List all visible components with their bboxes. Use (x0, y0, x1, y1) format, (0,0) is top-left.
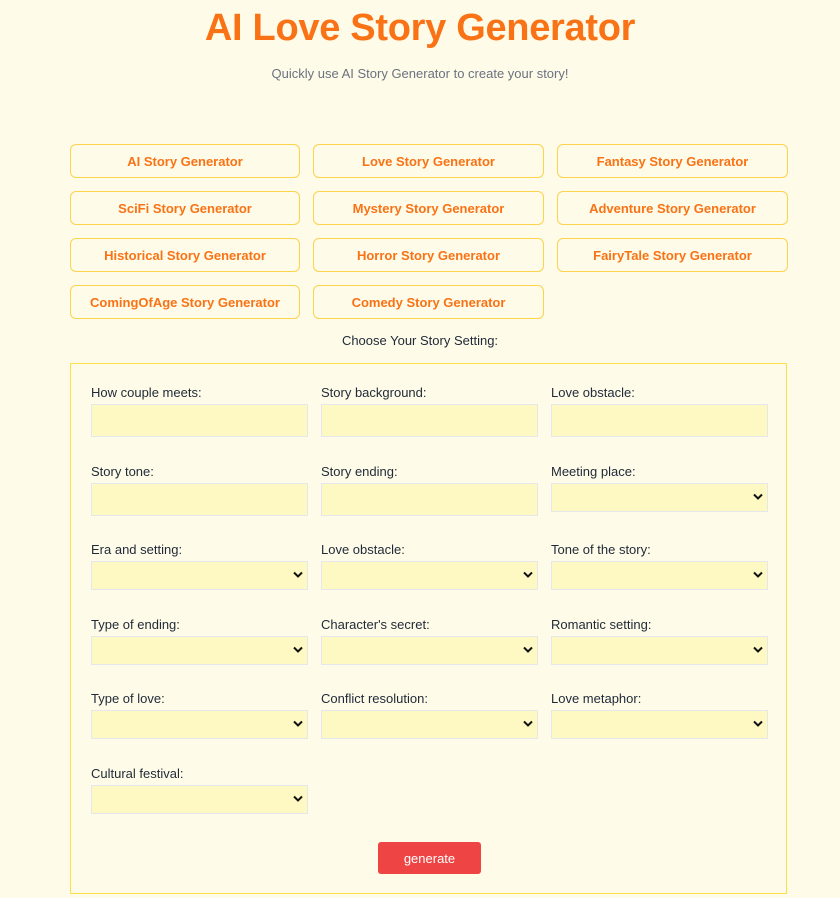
meeting-place-label: Meeting place: (551, 464, 636, 479)
cultural-festival-select[interactable] (91, 785, 308, 814)
story-ending-input[interactable] (321, 483, 538, 516)
chevron-down-icon (523, 646, 533, 654)
love-obstacle-text-label: Love obstacle: (551, 385, 635, 400)
love-metaphor-label: Love metaphor: (551, 691, 642, 706)
story-tone-input[interactable] (91, 483, 308, 516)
page-title: AI Love Story Generator (204, 7, 636, 49)
ai-story-generator-button[interactable]: AI Story Generator (70, 144, 300, 178)
type-of-ending-select[interactable] (91, 636, 308, 665)
mystery-story-generator-button[interactable]: Mystery Story Generator (313, 191, 544, 225)
story-settings-form (70, 363, 787, 894)
meeting-place-select[interactable] (551, 483, 768, 512)
story-tone-label: Story tone: (91, 464, 154, 479)
fantasy-story-generator-button[interactable]: Fantasy Story Generator (557, 144, 788, 178)
chevron-down-icon (753, 646, 763, 654)
how-couple-meets-input[interactable] (91, 404, 308, 437)
scifi-story-generator-button[interactable]: SciFi Story Generator (70, 191, 300, 225)
generate-button[interactable]: generate (378, 842, 481, 874)
love-obstacle-select[interactable] (321, 561, 538, 590)
love-obstacle-text-input[interactable] (551, 404, 768, 437)
comedy-story-generator-button[interactable]: Comedy Story Generator (313, 285, 544, 319)
page-subtitle: Quickly use AI Story Generator to create your story! (271, 66, 569, 81)
how-couple-meets-field (91, 385, 308, 437)
love-metaphor-field (551, 691, 768, 739)
romantic-setting-label: Romantic setting: (551, 617, 652, 632)
love-metaphor-select[interactable] (551, 710, 768, 739)
comingofage-story-generator-button[interactable]: ComingOfAge Story Generator (70, 285, 300, 319)
conflict-resolution-label: Conflict resolution: (321, 691, 428, 706)
conflict-resolution-field (321, 691, 538, 739)
love-obstacle-text-field (551, 385, 768, 437)
story-setting-heading: Choose Your Story Setting: (341, 333, 499, 348)
characters-secret-select[interactable] (321, 636, 538, 665)
meeting-place-field (551, 464, 768, 512)
chevron-down-icon (293, 795, 303, 803)
tone-of-story-label: Tone of the story: (551, 542, 651, 557)
chevron-down-icon (523, 571, 533, 579)
cultural-festival-label: Cultural festival: (91, 766, 184, 781)
story-background-label: Story background: (321, 385, 427, 400)
romantic-setting-select[interactable] (551, 636, 768, 665)
love-obstacle-select-field (321, 542, 538, 590)
romantic-setting-field (551, 617, 768, 665)
cultural-festival-field (91, 766, 308, 814)
fairytale-story-generator-button[interactable]: FairyTale Story Generator (557, 238, 788, 272)
chevron-down-icon (753, 493, 763, 501)
love-story-generator-button[interactable]: Love Story Generator (313, 144, 544, 178)
type-of-love-field (91, 691, 308, 739)
love-obstacle-select-label: Love obstacle: (321, 542, 405, 557)
story-background-field (321, 385, 538, 437)
historical-story-generator-button[interactable]: Historical Story Generator (70, 238, 300, 272)
story-ending-field (321, 464, 538, 516)
conflict-resolution-select[interactable] (321, 710, 538, 739)
characters-secret-label: Character's secret: (321, 617, 430, 632)
story-background-input[interactable] (321, 404, 538, 437)
era-and-setting-field (91, 542, 308, 590)
adventure-story-generator-button[interactable]: Adventure Story Generator (557, 191, 788, 225)
chevron-down-icon (523, 720, 533, 728)
generator-links (70, 144, 787, 319)
story-tone-field (91, 464, 308, 516)
horror-story-generator-button[interactable]: Horror Story Generator (313, 238, 544, 272)
chevron-down-icon (753, 720, 763, 728)
type-of-ending-field (91, 617, 308, 665)
era-and-setting-select[interactable] (91, 561, 308, 590)
type-of-ending-label: Type of ending: (91, 617, 180, 632)
chevron-down-icon (293, 720, 303, 728)
chevron-down-icon (293, 646, 303, 654)
chevron-down-icon (753, 571, 763, 579)
story-ending-label: Story ending: (321, 464, 398, 479)
tone-of-story-select[interactable] (551, 561, 768, 590)
chevron-down-icon (293, 571, 303, 579)
type-of-love-label: Type of love: (91, 691, 165, 706)
type-of-love-select[interactable] (91, 710, 308, 739)
how-couple-meets-label: How couple meets: (91, 385, 202, 400)
tone-of-story-field (551, 542, 768, 590)
era-and-setting-label: Era and setting: (91, 542, 183, 557)
characters-secret-field (321, 617, 538, 665)
